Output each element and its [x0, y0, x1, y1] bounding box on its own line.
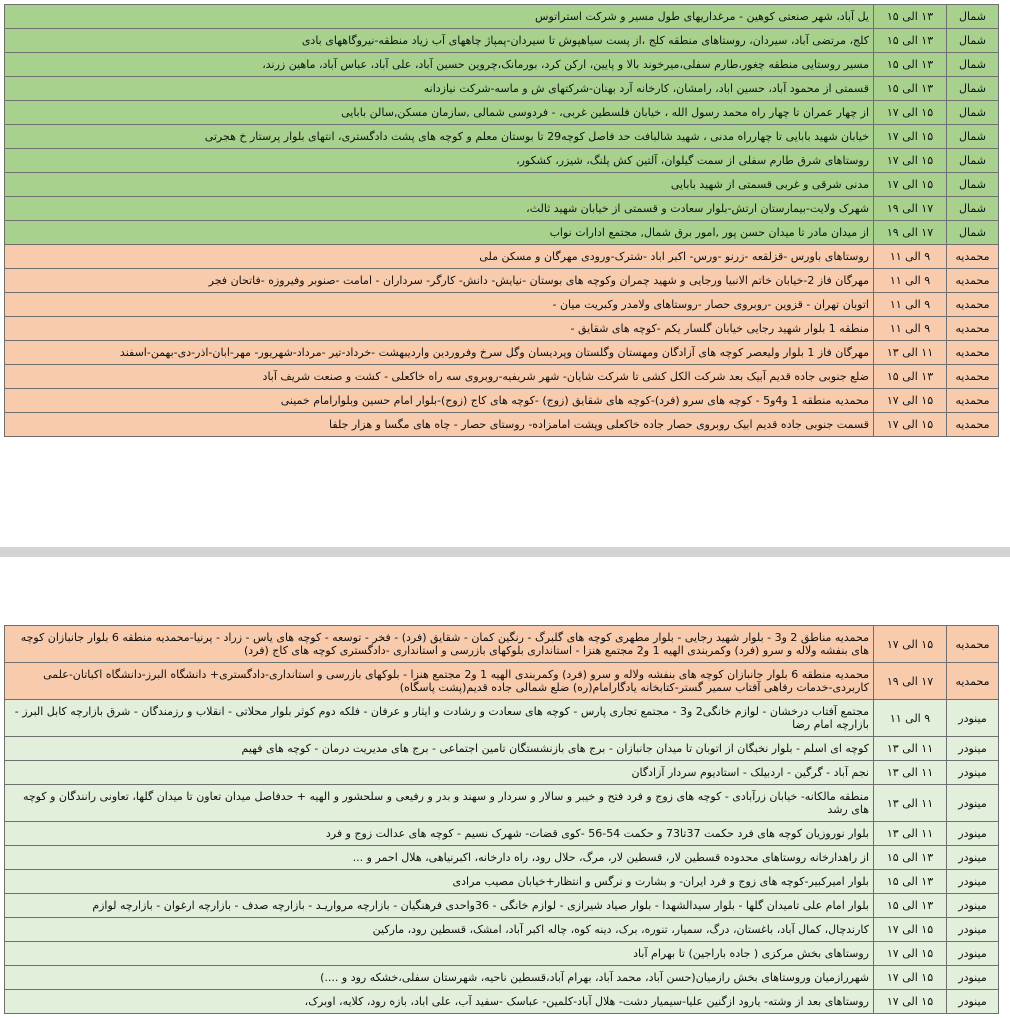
table-row	[5, 5, 999, 29]
table-row	[5, 101, 999, 125]
time-cell: ۱۳ الی ۱۵	[874, 365, 947, 389]
table-row	[5, 221, 999, 245]
region-cell: شمال	[947, 53, 999, 77]
time-cell: ۹ الی ۱۱	[874, 293, 947, 317]
table-row	[5, 663, 999, 700]
area-cell: از چهار عمران تا چهار راه محمد رسول الله ، خیابان فلسطین غربی، - فردوسی شمالی ,سازمان مسکن,سالن بابایی	[5, 101, 874, 125]
region-cell: مینودر	[947, 894, 999, 918]
time-cell: ۹ الی ۱۱	[874, 245, 947, 269]
area-cell: روستاهای بخش مرکزی ( جاده باراجین) تا بهرام آباد	[5, 942, 874, 966]
table-row	[5, 737, 999, 761]
area-cell: محمدیه منطقه 6 بلوار جانبازان کوچه های بنفشه ولاله و سرو (فرد) وکمربندی الهیه 1 و2 مجتمع هنزا - بلوکهای بازرسی و استانداری-دادگستری+ دانشگاه البرز-دانشگاه اکباتان-علمی کاربردی-خدمات رفاهی آفتاب سمیر گستر-کتابخانه یادگارامام(ره) ضلع شمالی جاده قدیم(پشت پاسگاه)	[5, 663, 874, 700]
time-cell: ۱۵ الی ۱۷	[874, 389, 947, 413]
table-row	[5, 846, 999, 870]
time-cell: ۱۱ الی ۱۳	[874, 341, 947, 365]
region-cell: مینودر	[947, 990, 999, 1014]
area-cell: روستاهای باورس -قزلقعه -زرنو -ورس- اکبر اباد -شترک-ورودی مهرگان و مسکن ملی	[5, 245, 874, 269]
schedule-table-bottom-body	[5, 626, 999, 1014]
region-cell: مینودر	[947, 737, 999, 761]
schedule-table-top	[4, 4, 999, 437]
area-cell: اتوبان تهران - قزوین -روبروی حصار -روستاهای ولامدر وکبریت میان -	[5, 293, 874, 317]
area-cell: منطقه 1 بلوار شهید رجایی خیابان گلسار یکم -کوچه های شقایق -	[5, 317, 874, 341]
area-cell: شهرک ولایت-بیمارستان ارتش-بلوار سعادت و قسمتی از خیابان شهید ثالث،	[5, 197, 874, 221]
region-cell: مینودر	[947, 846, 999, 870]
area-cell: کارندچال، کمال آباد، باغستان، درگ، سمیار، تنوره، برک، دینه کوه، چاله اکبر آباد، امشک، قسطین رود، مارکین	[5, 918, 874, 942]
region-cell: محمدیه	[947, 663, 999, 700]
region-cell: محمدیه	[947, 626, 999, 663]
area-cell: از میدان مادر تا میدان حسن پور ,امور برق شمال, مجتمع ادارات نواب	[5, 221, 874, 245]
table-row	[5, 149, 999, 173]
area-cell: روستاهای شرق طارم سفلی از سمت گیلوان، آلتین کش پلنگ، شیزر، کشکور،	[5, 149, 874, 173]
area-cell: مجتمع آفتاب درخشان - لوازم خانگی2 و3 - مجتمع تجاری پارس - کوچه های سعادت و رشادت و ایثار و عرفان - فلکه دوم کوثر بلوار محلاتی - انقلاب و رزمندگان - شرق بازارچه کابل البرز - بازارچه امام رضا	[5, 700, 874, 737]
area-cell: یل آباد، شهر صنعتی کوهین - مرغداریهای طول مسیر و شرکت استراتوس	[5, 5, 874, 29]
region-cell: شمال	[947, 125, 999, 149]
area-cell: کلج، مرتضی آباد، سیردان، روستاهای منطقه کلج ،از پست سیاهپوش تا سیردان-پمپاژ چاههای آب زیاد منطقه-نیروگاههای بادی	[5, 29, 874, 53]
table-row	[5, 822, 999, 846]
table-row	[5, 918, 999, 942]
table-row	[5, 966, 999, 990]
region-cell: مینودر	[947, 966, 999, 990]
table-row	[5, 870, 999, 894]
time-cell: ۱۷ الی ۱۹	[874, 221, 947, 245]
time-cell: ۱۳ الی ۱۵	[874, 29, 947, 53]
region-cell: شمال	[947, 149, 999, 173]
region-cell: شمال	[947, 5, 999, 29]
area-cell: ضلع جنوبی جاده قدیم آبیک بعد شرکت الکل کشی تا شرکت شایان- شهر شریفیه-روبروی سه راه خاکعلی - کشت و صنعت شریف آباد	[5, 365, 874, 389]
table-row	[5, 626, 999, 663]
region-cell: مینودر	[947, 785, 999, 822]
time-cell: ۹ الی ۱۱	[874, 269, 947, 293]
page-separator	[0, 547, 1010, 557]
schedule-table-bottom	[4, 625, 999, 1014]
table-row	[5, 53, 999, 77]
area-cell: شهررازمیان وروستاهای بخش رازمیان(حسن آباد، محمد آباد، بهرام آباد،قسطین ناحیه، شهرستان سفلی،خشکه رود و ....)	[5, 966, 874, 990]
time-cell: ۱۵ الی ۱۷	[874, 125, 947, 149]
table-row	[5, 77, 999, 101]
time-cell: ۱۷ الی ۱۹	[874, 197, 947, 221]
region-cell: مینودر	[947, 822, 999, 846]
table-row	[5, 293, 999, 317]
time-cell: ۱۱ الی ۱۳	[874, 822, 947, 846]
time-cell: ۱۱ الی ۱۳	[874, 785, 947, 822]
time-cell: ۱۵ الی ۱۷	[874, 101, 947, 125]
table-row	[5, 197, 999, 221]
table-row	[5, 125, 999, 149]
region-cell: مینودر	[947, 761, 999, 785]
area-cell: قسمت جنوبی جاده قدیم ابیک روبروی حصار جاده خاکعلی وپشت امامزاده- روستای حصار - چاه های مگسا و هزار جلفا	[5, 413, 874, 437]
area-cell: منطقه مالکانه- خیابان زرآبادی - کوچه های زوج و فرد فتح و خیبر و سالار و سردار و سهند و بدر و رفیعی و سلحشور و الهیه + حدفاصل میدان تعاون تا میدان گلها، تعاونی رانندگان و کوچه های رشد	[5, 785, 874, 822]
region-cell: مینودر	[947, 918, 999, 942]
area-cell: بلوار امام علی تامیدان گلها - بلوار سیدالشهدا - بلوار صیاد شیرازی - لوازم خانگی - 36واحدی فرهنگیان - بازارچه مرواریـد - بازارچه صدف - بازارچه ارغوان - بازارچه لوازم	[5, 894, 874, 918]
region-cell: شمال	[947, 77, 999, 101]
region-cell: محمدیه	[947, 269, 999, 293]
area-cell: خیابان شهید بابایی تا چهارراه مدنی ، شهید شالبافت حد فاصل کوچه29 تا بوستان معلم و کوچه های پشت دادگستری، انتهای بلوار پرستار خ هجرتی	[5, 125, 874, 149]
area-cell: مهرگان فاز 2-خیابان خاتم الانبیا ورجایی و شهید چمران وکوچه های بوستان -نیایش- دانش- کارگر- سرداران - امامت -صنوبر وفیروزه -فاتحان فجر	[5, 269, 874, 293]
time-cell: ۱۳ الی ۱۵	[874, 5, 947, 29]
table-row	[5, 942, 999, 966]
time-cell: ۱۵ الی ۱۷	[874, 990, 947, 1014]
table-row	[5, 317, 999, 341]
table-row	[5, 341, 999, 365]
area-cell: بلوار نوروزیان کوچه های فرد حکمت 37تا73 و حکمت 54-56 -کوی قضات- شهرک نسیم - کوچه های عدالت زوج و فرد	[5, 822, 874, 846]
region-cell: محمدیه	[947, 341, 999, 365]
table-row	[5, 269, 999, 293]
region-cell: محمدیه	[947, 389, 999, 413]
region-cell: شمال	[947, 197, 999, 221]
table-row	[5, 245, 999, 269]
region-cell: مینودر	[947, 700, 999, 737]
time-cell: ۹ الی ۱۱	[874, 317, 947, 341]
area-cell: کوچه ای اسلم - بلوار نخبگان از اتوبان تا میدان جانبازان - برج های بازنشستگان تامین اجتماعی - برج های مدیریت درمان - کوچه های فهیم	[5, 737, 874, 761]
area-cell: مدنی شرقی و غربی قسمتی از شهید بابایی	[5, 173, 874, 197]
time-cell: ۱۳ الی ۱۵	[874, 894, 947, 918]
table-row	[5, 389, 999, 413]
region-cell: شمال	[947, 101, 999, 125]
table-row	[5, 761, 999, 785]
region-cell: شمال	[947, 221, 999, 245]
time-cell: ۱۳ الی ۱۵	[874, 870, 947, 894]
time-cell: ۱۵ الی ۱۷	[874, 966, 947, 990]
area-cell: مهرگان فاز 1 بلوار ولیعصر کوچه های آزادگان ومهستان وگلستان وپردیسان وگل سرخ وفروردین واردیبهشت -خرداد-تیر -مرداد-شهریور- مهر-ابان-اذر-دی-بهمن-اسفند	[5, 341, 874, 365]
time-cell: ۱۳ الی ۱۵	[874, 53, 947, 77]
table-row	[5, 990, 999, 1014]
table-row	[5, 700, 999, 737]
table-row	[5, 894, 999, 918]
region-cell: محمدیه	[947, 293, 999, 317]
time-cell: ۱۵ الی ۱۷	[874, 413, 947, 437]
time-cell: ۱۱ الی ۱۳	[874, 737, 947, 761]
area-cell: مسیر روستایی منطقه چغور،طارم سفلی،میرخوند بالا و پایین، ارکن کرد، بورمانک،چروین حسین آباد، علی آباد، عباس آباد، ماهین زرند،	[5, 53, 874, 77]
schedule-table-top-body	[5, 5, 999, 437]
region-cell: مینودر	[947, 942, 999, 966]
time-cell: ۱۳ الی ۱۵	[874, 846, 947, 870]
table-row	[5, 365, 999, 389]
region-cell: شمال	[947, 173, 999, 197]
region-cell: محمدیه	[947, 413, 999, 437]
table-row	[5, 785, 999, 822]
area-cell: بلوار امیرکبیر-کوچه های زوج و فرد ایران- و بشارت و نرگس و انتظار+خیابان مصیب مرادی	[5, 870, 874, 894]
region-cell: محمدیه	[947, 245, 999, 269]
time-cell: ۱۱ الی ۱۳	[874, 761, 947, 785]
region-cell: محمدیه	[947, 365, 999, 389]
area-cell: از راهدارخانه روستاهای محدوده قسطین لار، قسطین لار، مرگ، حلال رود، راه دارخانه، اکبرنیاهی، هلال احمر و ...	[5, 846, 874, 870]
area-cell: نجم آباد - گرگین - اردبیلک - استادیوم سردار آزادگان	[5, 761, 874, 785]
table-row	[5, 29, 999, 53]
time-cell: ۹ الی ۱۱	[874, 700, 947, 737]
area-cell: محمدیه منطقه 1 و4و5 - کوچه های سرو (فرد)-کوچه های شقایق (زوج) -کوچه های کاج (زوج)-بلوار امام حسین وبلوارامام خمینی	[5, 389, 874, 413]
table-row	[5, 173, 999, 197]
time-cell: ۱۵ الی ۱۷	[874, 173, 947, 197]
time-cell: ۱۵ الی ۱۷	[874, 149, 947, 173]
area-cell: محمدیه مناطق 2 و3 - بلوار شهید رجایی - بلوار مطهری کوچه های گلبرگ - رنگین کمان - شقایق (فرد) - فخر - توسعه - کوچه های یاس - زراد - پرنیا-محمدیه منطقه 6 بلوار جانبازان کوچه های بنفشه ولاله و سرو (فرد) وکمربندی الهیه 1 و2 مجتمع هنزا - استانداری بلوکهای بازرسی و استانداری -دادگستری کوچه های کاج (فرد)	[5, 626, 874, 663]
area-cell: قسمتی از محمود آباد، حسین اباد، رامشان، کارخانه آرد بهنان-شرکتهای ش و ماسه-شرکت نیازدانه	[5, 77, 874, 101]
area-cell: روستاهای بعد از وشته- یارود ازگنین علیا-سیمیار دشت- هلال آباد-کلمین- عباسک -سفید آب، علی اباد، بازه رود، کلایه، اوبرک،	[5, 990, 874, 1014]
time-cell: ۱۵ الی ۱۷	[874, 918, 947, 942]
time-cell: ۱۷ الی ۱۹	[874, 663, 947, 700]
region-cell: شمال	[947, 29, 999, 53]
time-cell: ۱۵ الی ۱۷	[874, 626, 947, 663]
region-cell: مینودر	[947, 870, 999, 894]
time-cell: ۱۵ الی ۱۷	[874, 942, 947, 966]
table-row	[5, 413, 999, 437]
time-cell: ۱۳ الی ۱۵	[874, 77, 947, 101]
region-cell: محمدیه	[947, 317, 999, 341]
